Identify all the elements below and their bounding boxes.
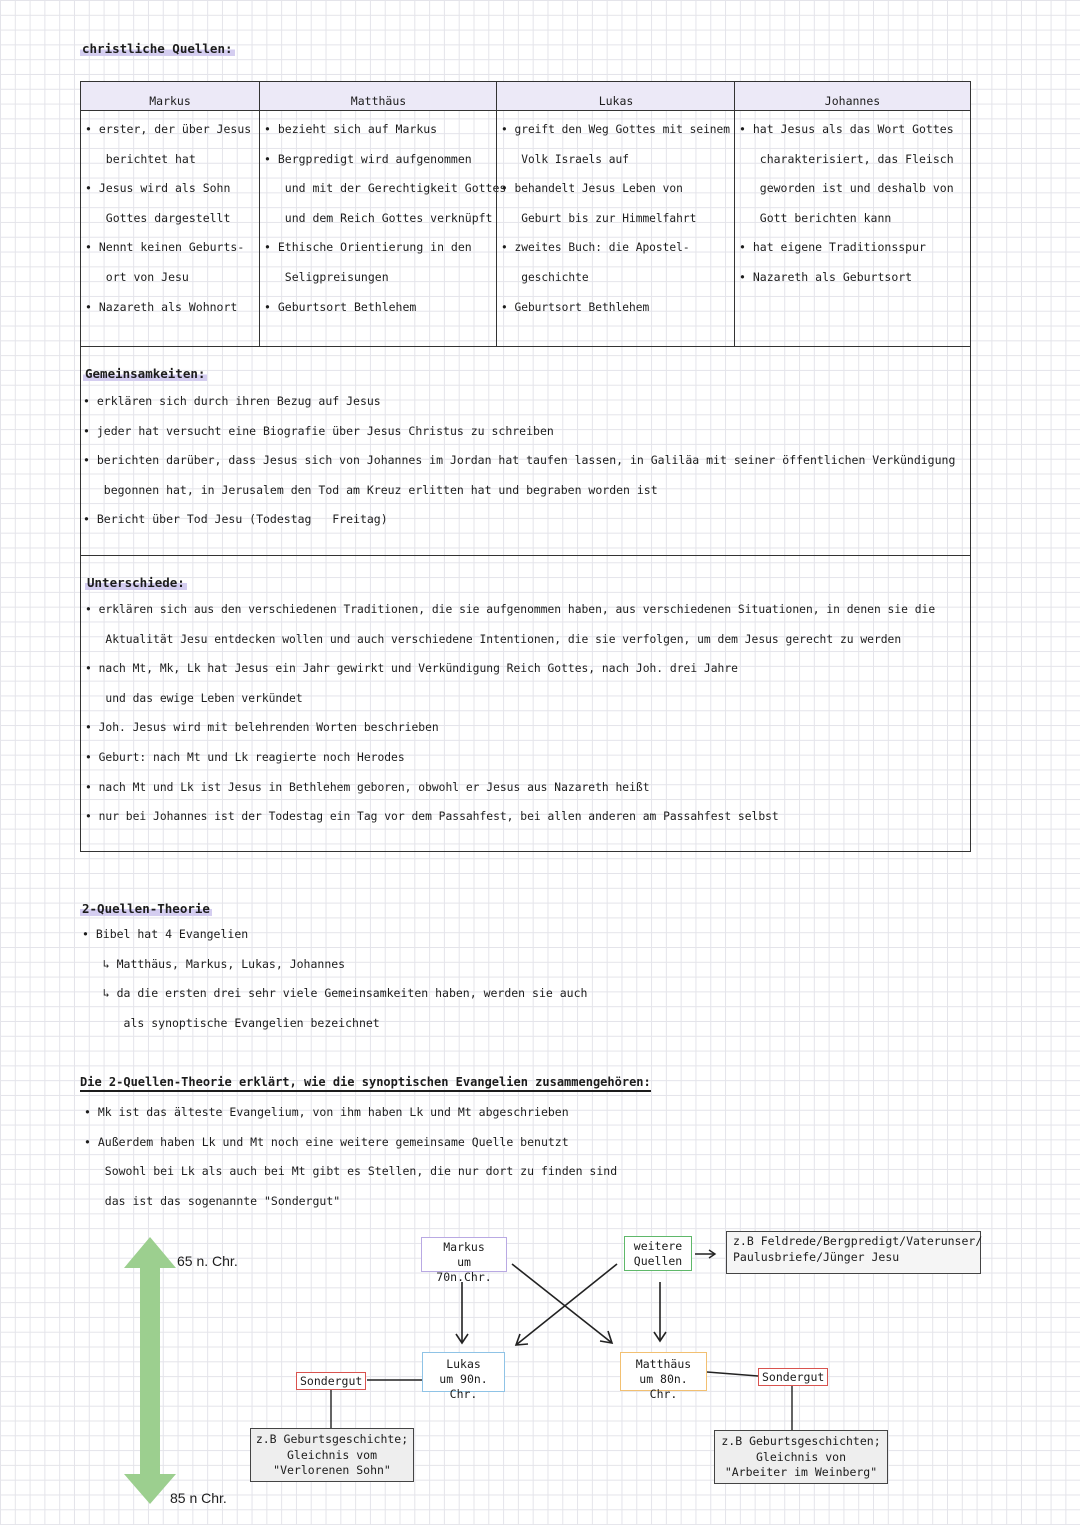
list-item: • erklären sich aus den verschiedenen Traditionen, die sie aufgenommen haben, aus verschiedenen Situationen, in denen sie die bbox=[85, 603, 936, 616]
node-lukas-name: Lukas bbox=[446, 1357, 481, 1371]
example-line: Gleichnis von bbox=[755, 1449, 846, 1464]
example-line: z.B Feldrede/Bergpredigt/Vaterunser/ bbox=[733, 1234, 983, 1248]
example-line: "Verlorenen Sohn" bbox=[273, 1463, 391, 1477]
timeline-end-label: 85 n Chr. bbox=[170, 1490, 227, 1506]
table-line: • Nennt keinen Geburts- bbox=[85, 240, 245, 255]
list-item: das ist das sogenannte "Sondergut" bbox=[84, 1193, 341, 1208]
line-matthaeus-sondergut bbox=[707, 1372, 758, 1376]
table-line: • Nazareth als Geburtsort bbox=[739, 269, 913, 284]
list-item: • Joh. Jesus wird mit belehrenden Worten beschrieben bbox=[85, 721, 439, 735]
list-item: • nach Mt, Mk, Lk hat Jesus ein Jahr gewirkt und Verkündigung Reich Gottes, nach Joh. drei Jahre bbox=[85, 662, 738, 676]
table-line: • behandelt Jesus Leben von bbox=[501, 182, 683, 196]
table-line: • Bergpredigt wird aufgenommen bbox=[264, 151, 472, 166]
gemeinsamkeiten-title-text: Gemeinsamkeiten: bbox=[85, 366, 206, 381]
list-item: ↳ Matthäus, Markus, Lukas, Johannes bbox=[82, 956, 346, 971]
list-item: • berichten darüber, dass Jesus sich von Johannes im Jordan hat taufen lassen, in Galiläa mit seiner öffentlichen Verkündigung bbox=[83, 453, 956, 468]
example-line: Gleichnis vom bbox=[286, 1447, 377, 1462]
column-header-markus: Markus bbox=[81, 82, 259, 111]
example-line: z.B Geburtsgeschichten; bbox=[721, 1434, 881, 1448]
list-item: • Bibel hat 4 Evangelien bbox=[82, 927, 249, 941]
list-item: • Außerdem haben Lk und Mt noch eine weitere gemeinsame Quelle benutzt bbox=[84, 1134, 569, 1149]
column-header-lukas: Lukas bbox=[497, 82, 735, 111]
list-item: und das ewige Leben verkündet bbox=[85, 691, 303, 705]
table-line: geworden ist und deshalb von bbox=[739, 181, 954, 196]
table-line: • hat Jesus als das Wort Gottes bbox=[739, 122, 954, 136]
table-line: • Geburtsort Bethlehem bbox=[264, 299, 417, 314]
node-markus-name: Markus bbox=[443, 1240, 485, 1254]
column-header-johannes: Johannes bbox=[735, 82, 970, 111]
node-weitere-quellen bbox=[624, 1236, 692, 1271]
node-markus-date: um 70n.Chr. bbox=[436, 1255, 492, 1284]
table-line: • erster, der über Jesus bbox=[85, 122, 252, 136]
arrow-quellen-to-lukas bbox=[516, 1264, 617, 1345]
table-line: • zweites Buch: die Apostel- bbox=[501, 241, 690, 255]
table-line: Seligpreisungen bbox=[264, 269, 389, 284]
node-matthaeus-name: Matthäus bbox=[635, 1357, 692, 1371]
table-line: Gottes dargestellt bbox=[85, 210, 231, 225]
node-lukas-date: um 90n. Chr. bbox=[439, 1372, 488, 1401]
list-item: • Geburt: nach Mt und Lk reagierte noch Herodes bbox=[85, 750, 405, 764]
list-item: ↳ da die ersten drei sehr viele Gemeinsamkeiten haben, werden sie auch bbox=[82, 986, 588, 1001]
timeline-double-arrow bbox=[124, 1237, 176, 1504]
list-item: • nach Mt und Lk ist Jesus in Bethlehem geboren, obwohl er Jesus aus Nazareth heißt bbox=[85, 780, 650, 794]
quellen-example-box bbox=[726, 1231, 981, 1274]
list-item: • Bericht über Tod Jesu (Todestag Freitag) bbox=[83, 512, 388, 527]
table-line: • Jesus wird als Sohn bbox=[85, 181, 231, 196]
sondergut-matthaeus-tag: Sondergut bbox=[758, 1368, 828, 1386]
unterschiede-title-text: Unterschiede: bbox=[87, 575, 185, 590]
node-quellen-line1: weitere bbox=[633, 1239, 683, 1253]
table-line: charakterisiert, das Fleisch bbox=[739, 151, 954, 166]
table-line: und mit der Gerechtigkeit Gottes bbox=[264, 181, 507, 196]
column-header-matthaeus: Matthäus bbox=[260, 82, 497, 111]
node-markus bbox=[421, 1237, 507, 1284]
list-item: • erklären sich durch ihren Bezug auf Jesus bbox=[83, 394, 381, 408]
list-item: • Mk ist das älteste Evangelium, von ihm haben Lk und Mt abgeschrieben bbox=[84, 1105, 569, 1119]
table-line: Geburt bis zur Himmelfahrt bbox=[501, 211, 697, 225]
list-item: Sowohl bei Lk als auch bei Mt gibt es Stellen, die nur dort zu finden sind bbox=[84, 1164, 618, 1179]
example-line: z.B Geburtsgeschichte; bbox=[255, 1432, 409, 1446]
list-item: als synoptische Evangelien bezeichnet bbox=[82, 1015, 380, 1030]
theorie-title-text: 2-Quellen-Theorie bbox=[82, 901, 210, 916]
table-line: • greift den Weg Gottes mit seinem bbox=[501, 123, 731, 136]
node-matthaeus bbox=[620, 1352, 707, 1401]
timeline-start-label: 65 n. Chr. bbox=[177, 1253, 238, 1269]
list-item: Aktualität Jesu entdecken wollen und auch verschiedene Intentionen, die sie verfolgen, um dem Jesus gerecht zu werden bbox=[85, 632, 902, 646]
matthaeus-sondergut-example bbox=[714, 1430, 888, 1484]
table-line: • Ethische Orientierung in den bbox=[264, 240, 472, 255]
table-line: • hat eigene Traditionsspur bbox=[739, 240, 926, 255]
list-item: • nur bei Johannes ist der Todestag ein Tag vor dem Passahfest, bei allen anderen am Passahfest selbst bbox=[85, 810, 779, 824]
table-line: Volk Israels auf bbox=[501, 152, 629, 166]
table-line: • Nazareth als Wohnort bbox=[85, 299, 238, 314]
sondergut-lukas-tag: Sondergut bbox=[296, 1372, 366, 1390]
table-line: Gott berichten kann bbox=[739, 210, 892, 225]
table-line: ort von Jesu bbox=[85, 269, 189, 284]
lukas-sondergut-example bbox=[250, 1428, 414, 1482]
table-line: • bezieht sich auf Markus bbox=[264, 122, 438, 136]
table-line: • Geburtsort Bethlehem bbox=[501, 300, 650, 314]
table-line: und dem Reich Gottes verknüpft bbox=[264, 210, 493, 225]
example-line: Paulusbriefe/Jünger Jesu bbox=[733, 1249, 900, 1264]
node-matthaeus-date: um 80n. Chr. bbox=[639, 1372, 688, 1401]
list-item: begonnen hat, in Jerusalem den Tod am Kreuz erlitten hat und begraben worden ist bbox=[83, 482, 658, 497]
table-line: berichtet hat bbox=[85, 151, 196, 166]
list-item: • jeder hat versucht eine Biografie über Jesus Christus zu schreiben bbox=[83, 423, 554, 438]
table-line: geschichte bbox=[501, 270, 589, 284]
node-quellen-line2: Quellen bbox=[633, 1254, 683, 1268]
example-line: "Arbeiter im Weinberg" bbox=[724, 1465, 878, 1479]
erklaerung-title-text: Die 2-Quellen-Theorie erklärt, wie die synoptischen Evangelien zusammengehören: bbox=[80, 1075, 651, 1092]
node-lukas bbox=[422, 1352, 505, 1401]
page-title-text: christliche Quellen: bbox=[82, 41, 233, 56]
arrow-markus-to-matthaeus bbox=[512, 1264, 612, 1343]
